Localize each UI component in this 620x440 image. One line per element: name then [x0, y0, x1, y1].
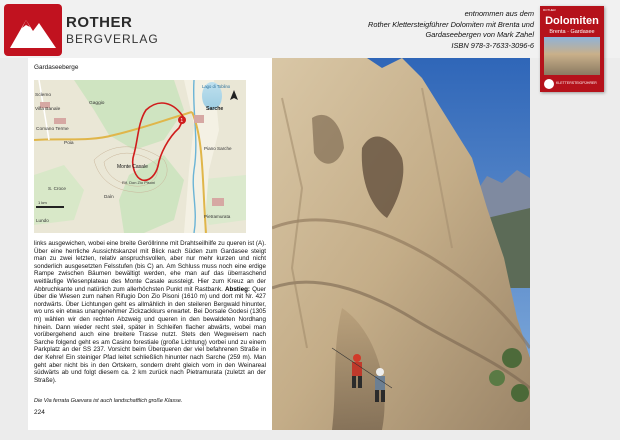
- abstieg-text: Quer über die Wiesen zum nahen Rifugio Don Zio Pisoni (1610 m) und dort mit Nr. 427 nordwärts. Über Lichtungen geht es allmählich in den steileren Bergwald hinunter, wo uns ein etwas unangenehmer Zickzackkurs erwartet. Bei Dorsale Godesi (1305 m) wählen wir den rechten Abzweig und queren in den bewaldeten Nordhang hinein. Dann wieder recht steil, später in Schleifen flacher abwärts, wobei man vorübergehend auch eine breitere Trasse nutzt. Stets den Wegweisern nach Sarche folgend geht es am Casino forestiale (große Lichtung) vorbei und zu einem Parkplatz an der SS 237. Vorsicht beim Überqueren der viel befahrenen Straße in der Kehre! Ein steiniger Pfad leitet schließlich hinunter nach Sarche (259 m). Man geht aber nicht bis in den Ortskern, sondern dreht gleich vorn in den Weinareal südwärts ab und folgt diesem ca. 2 km zurück nach Pietramurata (zuletzt an der Straße).: [34, 285, 266, 384]
- map-label-sarche: Sarche: [206, 106, 224, 112]
- route-marker-label: 1: [180, 118, 184, 124]
- description-text: links ausgewichen, wobei eine breite Geröllrinne mit Drahtseilhilfe zu queren ist (A). Über eine herrliche Aussichtskanzel mit Blick nach Süden zum Gardasee steigt man zu zwei letzten, relativ anspruchsvollen, aber nur mehr kurzen und nicht sonderlich ausgesetzten Felsstufen (bis C) an. Am Schluss muss noch eine erdige Rampe zwischen Bäumen bewältigt werden, ehe man auf das überraschend weitläufige Wiesenplateau des Monte Casale aussteigt. Hier zum Kreuz an der Abbruchkante und natürlich zum allerhöchsten Punkt mit Rastbank.: [34, 240, 266, 293]
- map-label-poia: Poia: [64, 141, 74, 146]
- map-label-gaggio: Gaggio: [89, 101, 105, 106]
- credit-line: Gardaseebergen von Mark Zahel: [425, 30, 534, 40]
- map-scale-label: 1 km: [38, 200, 47, 205]
- page-number: 224: [34, 409, 45, 416]
- climbing-photo: [272, 58, 530, 430]
- map-label-lundo: Lundo: [36, 218, 49, 223]
- map-label-dain: Daìn: [104, 194, 114, 199]
- map-label-piano-sarche: Piano Sarche: [204, 146, 232, 151]
- abstieg-label: Abstieg:: [224, 285, 250, 293]
- cover-title: Dolomiten: [545, 15, 599, 27]
- cover-logo-icon: [544, 79, 554, 89]
- map-label-sclemo: Sclemo: [35, 93, 51, 98]
- map-label-pietramurata: Pietramurata: [204, 214, 231, 219]
- credit-line: ISBN 978-3-7633-3096-6: [451, 40, 534, 50]
- map-label-s-croce: S. Croce: [48, 186, 66, 191]
- credit-line: Rother Klettersteigführer Dolomiten mit Brenta und: [368, 19, 534, 29]
- map-label-comano-terme: Comano Terme: [36, 127, 69, 132]
- map-label-lago: Lago di Toblino: [202, 84, 231, 89]
- map-label-villa-banale: Villa Banale: [35, 107, 61, 112]
- rother-logo-icon: [4, 4, 62, 56]
- book-page: [28, 58, 272, 430]
- cover-subtitle: Brenta · Gardasee: [549, 29, 595, 35]
- credit-line: entnommen aus dem: [464, 9, 534, 18]
- section-heading: Gardaseeberge: [34, 64, 79, 71]
- page-header: [0, 0, 620, 58]
- brand-subtitle: BERGVERLAG: [66, 32, 159, 46]
- route-map: [34, 80, 246, 233]
- source-credits: [264, 9, 534, 51]
- brand-name: ROTHER: [66, 14, 133, 31]
- cover-series: KLETTERSTEIGFÜHRER: [556, 81, 597, 85]
- cover-publisher: ROTHER: [543, 8, 556, 12]
- cover-photo: [544, 37, 600, 75]
- map-label-rifugio: Rif. Don Zio Pisoni: [122, 180, 156, 185]
- route-description: [34, 240, 266, 384]
- book-cover: [540, 6, 604, 92]
- photo-caption: Die Via ferrata Guevara ist auch landschaftlich große Klasse.: [34, 398, 183, 404]
- map-label-monte-casale: Monte Casale: [117, 164, 148, 170]
